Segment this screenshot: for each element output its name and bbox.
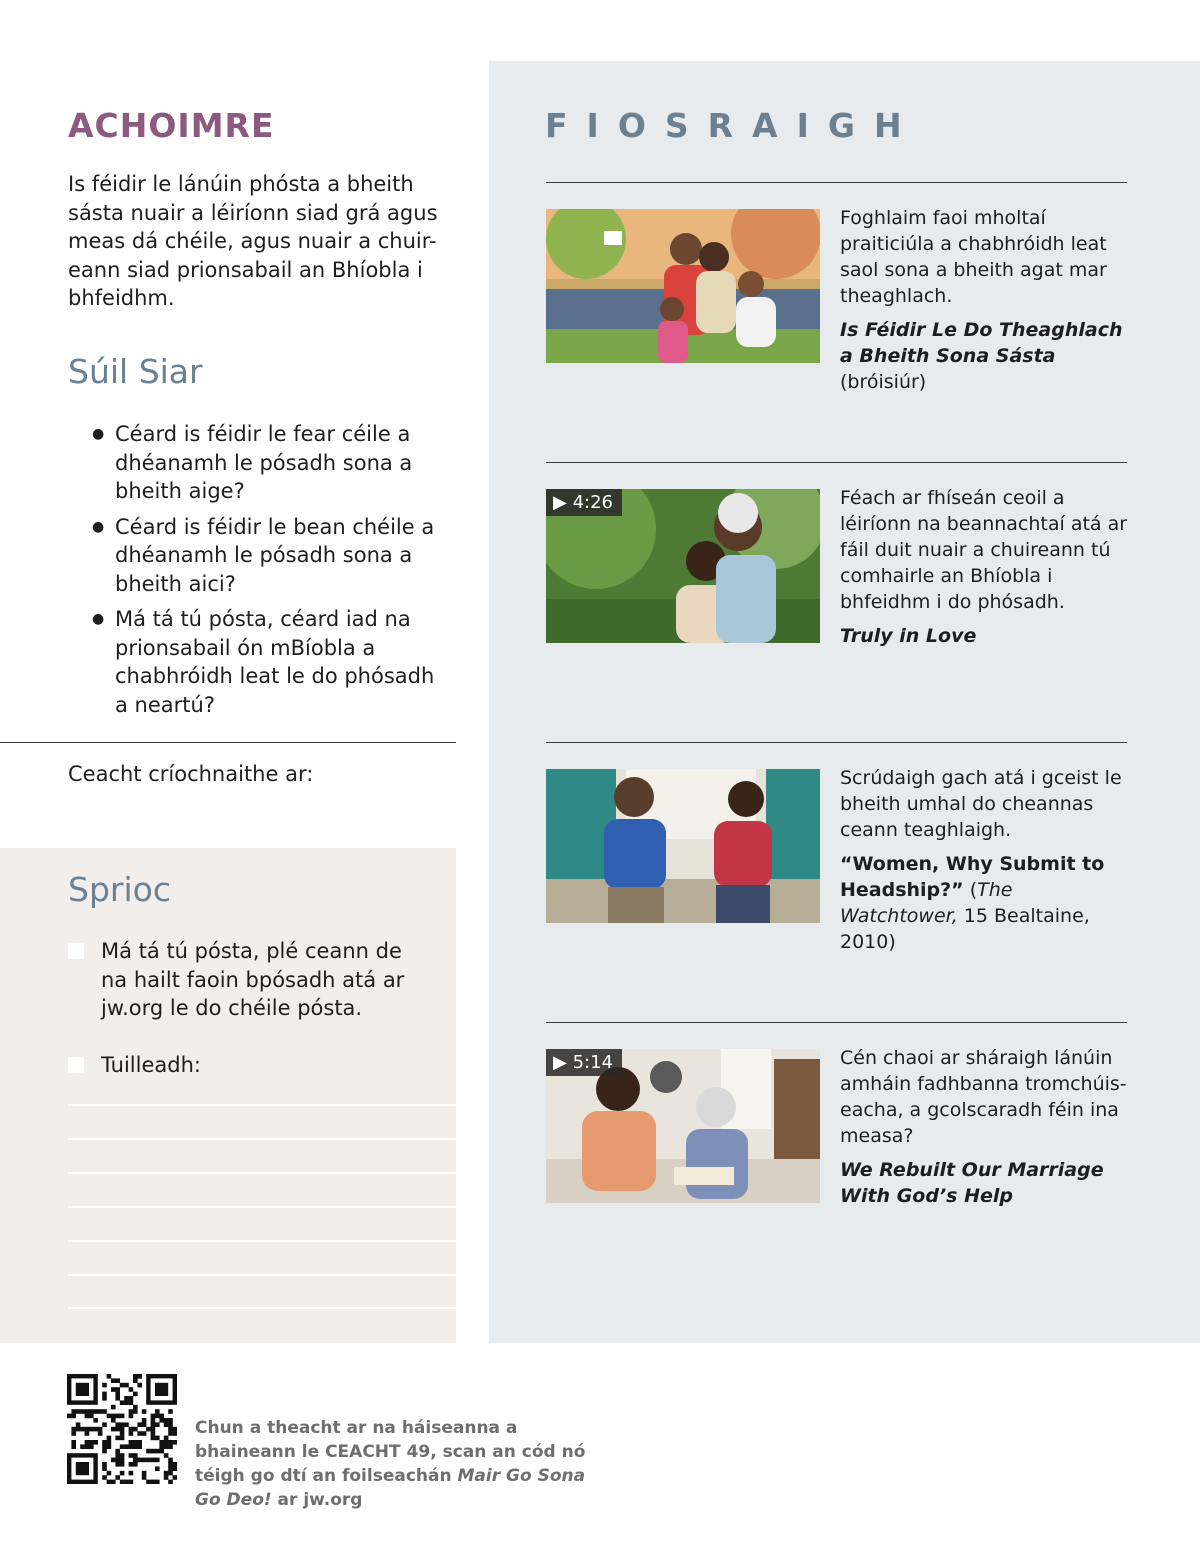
resource-divider xyxy=(546,182,1127,183)
resource-source-date: 15 Bealtaine, 2010) xyxy=(840,905,1090,953)
write-in-line[interactable] xyxy=(68,1138,456,1140)
goal-item-text: Tuilleadh: xyxy=(101,1053,201,1077)
resource-description: Foghlaim faoi mholtaí praiticiúla a chabhróidh leat saol sona a bheith agat mar theaghlach. xyxy=(840,207,1107,307)
family-selfie-image[interactable] xyxy=(546,209,820,363)
review-question: ● Céard is féidir le bean chéile a dhéanamh le pósadh sona a bheith aici? xyxy=(92,513,452,599)
footer-text: Chun a theacht ar na háiseanna a bhaineann le CEACHT 49, scan an cód nó téigh go dtí an foilseachán xyxy=(195,1418,586,1486)
resource-source-title: The Watchtower, xyxy=(840,879,1013,927)
footer-instructions xyxy=(195,1416,595,1512)
left-divider xyxy=(0,742,456,743)
resource-description: Scrúdaigh gach atá i gceist le bheith umhal do cheannas ceann teaghlaigh. xyxy=(840,767,1122,841)
goal-item xyxy=(68,1051,428,1080)
goal-item xyxy=(68,937,428,1023)
resource-link[interactable] xyxy=(840,623,1130,649)
resource-source-open: ( xyxy=(963,879,978,901)
goal-heading: Sprioc xyxy=(68,870,171,909)
qr-code[interactable] xyxy=(67,1374,177,1484)
summary-heading: ACHOIMRE xyxy=(68,106,275,145)
resource-link[interactable] xyxy=(840,317,1130,395)
resource-divider xyxy=(546,742,1127,743)
resource-title: Is Féidir Le Do Theaghlach a Bheith Sona Sásta xyxy=(840,319,1123,367)
publication-title: Mair Go Sona Go Deo! xyxy=(195,1466,586,1510)
resource-divider xyxy=(546,462,1127,463)
resource-title: We Rebuilt Our Marriage With God’s Help xyxy=(840,1159,1104,1207)
goal-item-text: Má tá tú pósta, plé ceann de na hailt faoin bpósadh atá ar jw.org le do chéile pósta. xyxy=(101,939,405,1020)
resource-description: Cén chaoi ar sháraigh lánúin amháin fadhbanna tromchúis-eacha, a gcolscaradh féin ina measa? xyxy=(840,1047,1127,1147)
write-in-line[interactable] xyxy=(68,1307,456,1309)
write-in-line[interactable] xyxy=(68,1206,456,1208)
goal-checkbox[interactable] xyxy=(68,1057,84,1073)
video-duration-badge: ▶ 4:26 xyxy=(546,489,622,516)
explore-heading: FIOSRAIGH xyxy=(545,106,921,145)
review-questions-list xyxy=(92,420,452,726)
review-question: ● Má tá tú pósta, céard iad na prionsabail ón mBíobla a chabhróidh leat le do phósadh a neartú? xyxy=(92,605,452,719)
resource-divider xyxy=(546,1022,1127,1023)
review-question: ● Céard is féidir le fear céile a dhéanamh le pósadh sona a bheith aige? xyxy=(92,420,452,506)
goal-checkbox[interactable] xyxy=(68,943,84,959)
lesson-completed-label: Ceacht críochnaithe ar: xyxy=(68,762,314,786)
couple-reading-video-thumbnail[interactable] xyxy=(546,1049,820,1203)
write-in-line[interactable] xyxy=(68,1172,456,1174)
couple-video-thumbnail[interactable] xyxy=(546,489,820,643)
write-in-line[interactable] xyxy=(68,1240,456,1242)
video-duration-badge: ▶ 5:14 xyxy=(546,1049,622,1076)
goal-panel xyxy=(0,848,456,1343)
resource-link[interactable] xyxy=(840,1157,1130,1209)
resource-type: (bróisiúr) xyxy=(840,371,927,393)
resource-description: Féach ar fhíseán ceoil a léiríonn na beannachtaí atá ar fáil duit nuair a chuireann tú comhairle an Bhíobla i bhfeidhm i do phósadh. xyxy=(840,487,1128,613)
review-heading: Súil Siar xyxy=(68,352,203,391)
resource-title: “Women, Why Submit to Headship?” xyxy=(840,853,1105,901)
footer-text-end: ar jw.org xyxy=(271,1490,363,1510)
couple-talking-image[interactable] xyxy=(546,769,820,923)
resource-link[interactable] xyxy=(840,851,1130,955)
resource-title: Truly in Love xyxy=(840,625,977,647)
summary-text: Is féidir le lánúin phósta a bheith sásta nuair a léiríonn siad grá agus meas dá chéile, agus nuair a chuir-eann siad prionsabail an Bhíobla i bhfeidhm. xyxy=(68,172,438,310)
write-in-line[interactable] xyxy=(68,1104,456,1106)
write-in-line[interactable] xyxy=(68,1274,456,1276)
